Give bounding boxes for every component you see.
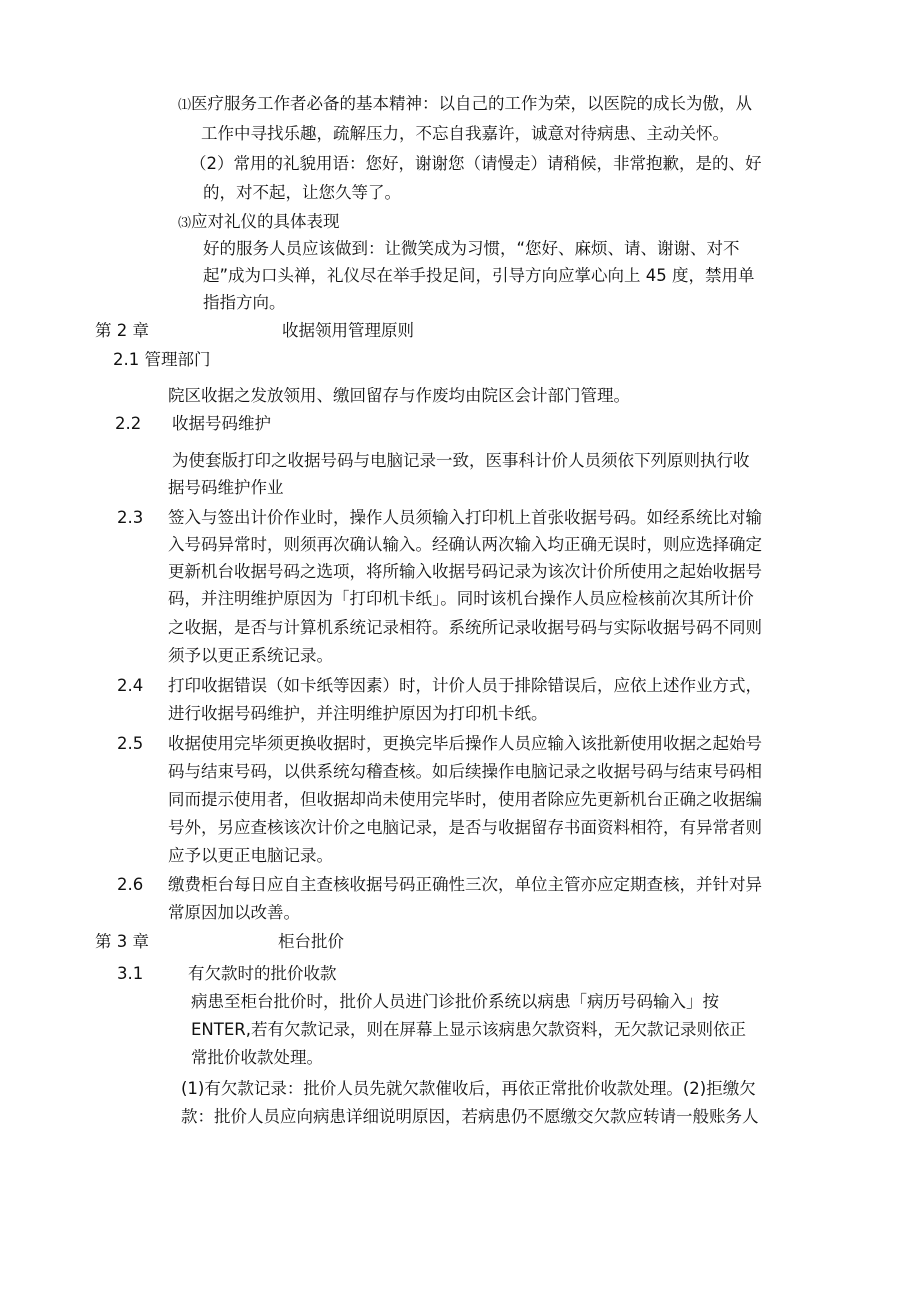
chapter2-label: 第 2 章 [95,321,149,340]
s24-number: 2.4 [117,676,144,695]
s31-body-line: ENTER,若有欠款记录，则在屏幕上显示该病患欠款资料，无欠款记录则依正 [191,1020,746,1039]
s23-line: 入号码异常时，则须再次确认输入。经确认两次输入均正确无误时，则应选择确定 [168,535,762,554]
s26-number: 2.6 [117,875,144,894]
chapter2-title: 收据领用管理原则 [282,321,414,340]
s25-line: 应予以更正电脑记录。 [168,846,333,865]
s23-line: 更新机台收据号码之选项，将所输入收据号码记录为该次计价所使用之起始收据号 [168,562,762,581]
s25-line: 同而提示使用者，但收据却尚未使用完毕时，使用者除应先更新机台正确之收据编 [168,790,762,809]
s23-line: 之收据，是否与计算机系统记录相符。系统所记录收据号码与实际收据号码不同则 [168,618,762,637]
s24-line: 进行收据号码维护，并注明维护原因为打印机卡纸。 [168,704,548,723]
chapter3-title: 柜台批价 [278,932,344,951]
s24-line: 打印收据错误（如卡纸等因素）时，计价人员于排除错误后，应依上述作业方式， [168,676,762,695]
s25-line: 收据使用完毕须更换收据时，更换完毕后操作人员应输入该批新使用收据之起始号 [168,734,762,753]
item2-text-line2: 的，对不起，让您久等了。 [203,183,401,202]
s22-line1: 为使套版打印之收据号码与电脑记录一致，医事科计价人员须依下列原则执行收 [172,451,750,470]
item2-line1 [190,156,762,173]
item3-text-line2: 起”成为口头禅，礼仪尽在举手投足间，引导方向应掌心向上 45 度，禁用单 [203,266,755,285]
s31-body-line: 常批价收款处理。 [191,1048,323,1067]
s21-body: 院区收据之发放领用、缴回留存与作废均由院区会计部门管理。 [168,386,630,405]
item3-heading [178,214,340,231]
s22-line2: 据号码维护作业 [168,478,284,497]
item1-text-line1: 医疗服务工作者必备的基本精神：以自己的工作为荣，以医院的成长为傲，从 [191,94,753,113]
s22-number: 2.2 [115,414,142,433]
s26-line: 缴费柜台每日应自主查核收据号码正确性三次，单位主管亦应定期查核，并针对异 [168,875,762,894]
s25-line: 码与结束号码，以供系统勾稽查核。如后续操作电脑记录之收据号码与结束号码相 [168,762,762,781]
item1-number: ⑴ [178,98,192,113]
s31-title: 有欠款时的批价收款 [188,964,337,983]
item3-text-line1: 好的服务人员应该做到：让微笑成为习惯，“您好、麻烦、请、谢谢、对不 [203,239,740,258]
s21-number: 2.1 [113,350,140,369]
s23-line: 签入与签出计价作业时，操作人员须输入打印机上首张收据号码。如经系统比对输 [168,508,762,527]
item2-text-line1: 常用的礼貌用语：您好，谢谢您（请慢走）请稍候，非常抱歉，是的、好 [233,154,762,173]
item1-line1 [178,96,752,113]
item3-text-line3: 指指方向。 [203,293,286,312]
s31-sub-line: 款：批价人员应向病患详细说明原因，若病患仍不愿缴交欠款应转请一般账务人 [181,1107,759,1126]
s23-line: 码，并注明维护原因为「打印机卡纸」。同时该机台操作人员应检核前次其所计价 [168,589,754,608]
s23-number: 2.3 [117,508,144,527]
s22-title: 收据号码维护 [172,414,271,433]
s21-heading [113,352,211,369]
item3-number: ⑶ [178,216,192,231]
s25-line: 号外，另应查核该次计价之电脑记录，是否与收据留存书面资料相符，有异常者则 [168,818,762,837]
s31-sub-line: (1)有欠款记录：批价人员先就欠款催收后，再依正常批价收款处理。(2)拒缴欠 [181,1079,756,1098]
item1-text-line2: 工作中寻找乐趣，疏解压力，不忘自我嘉许，诚意对待病患、主动关怀。 [201,124,729,143]
s31-number: 3.1 [117,964,144,983]
s25-number: 2.5 [117,734,144,753]
s26-line: 常原因加以改善。 [168,903,300,922]
s31-body-line: 病患至柜台批价时，批价人员进门诊批价系统以病患「病历号码输入」按 [191,992,719,1011]
item3-title: 应对礼仪的具体表现 [191,212,340,231]
item2-number: （2） [190,154,234,173]
s23-line: 须予以更正系统记录。 [168,646,333,665]
s21-title: 管理部门 [144,350,211,369]
chapter3-label: 第 3 章 [95,932,149,951]
